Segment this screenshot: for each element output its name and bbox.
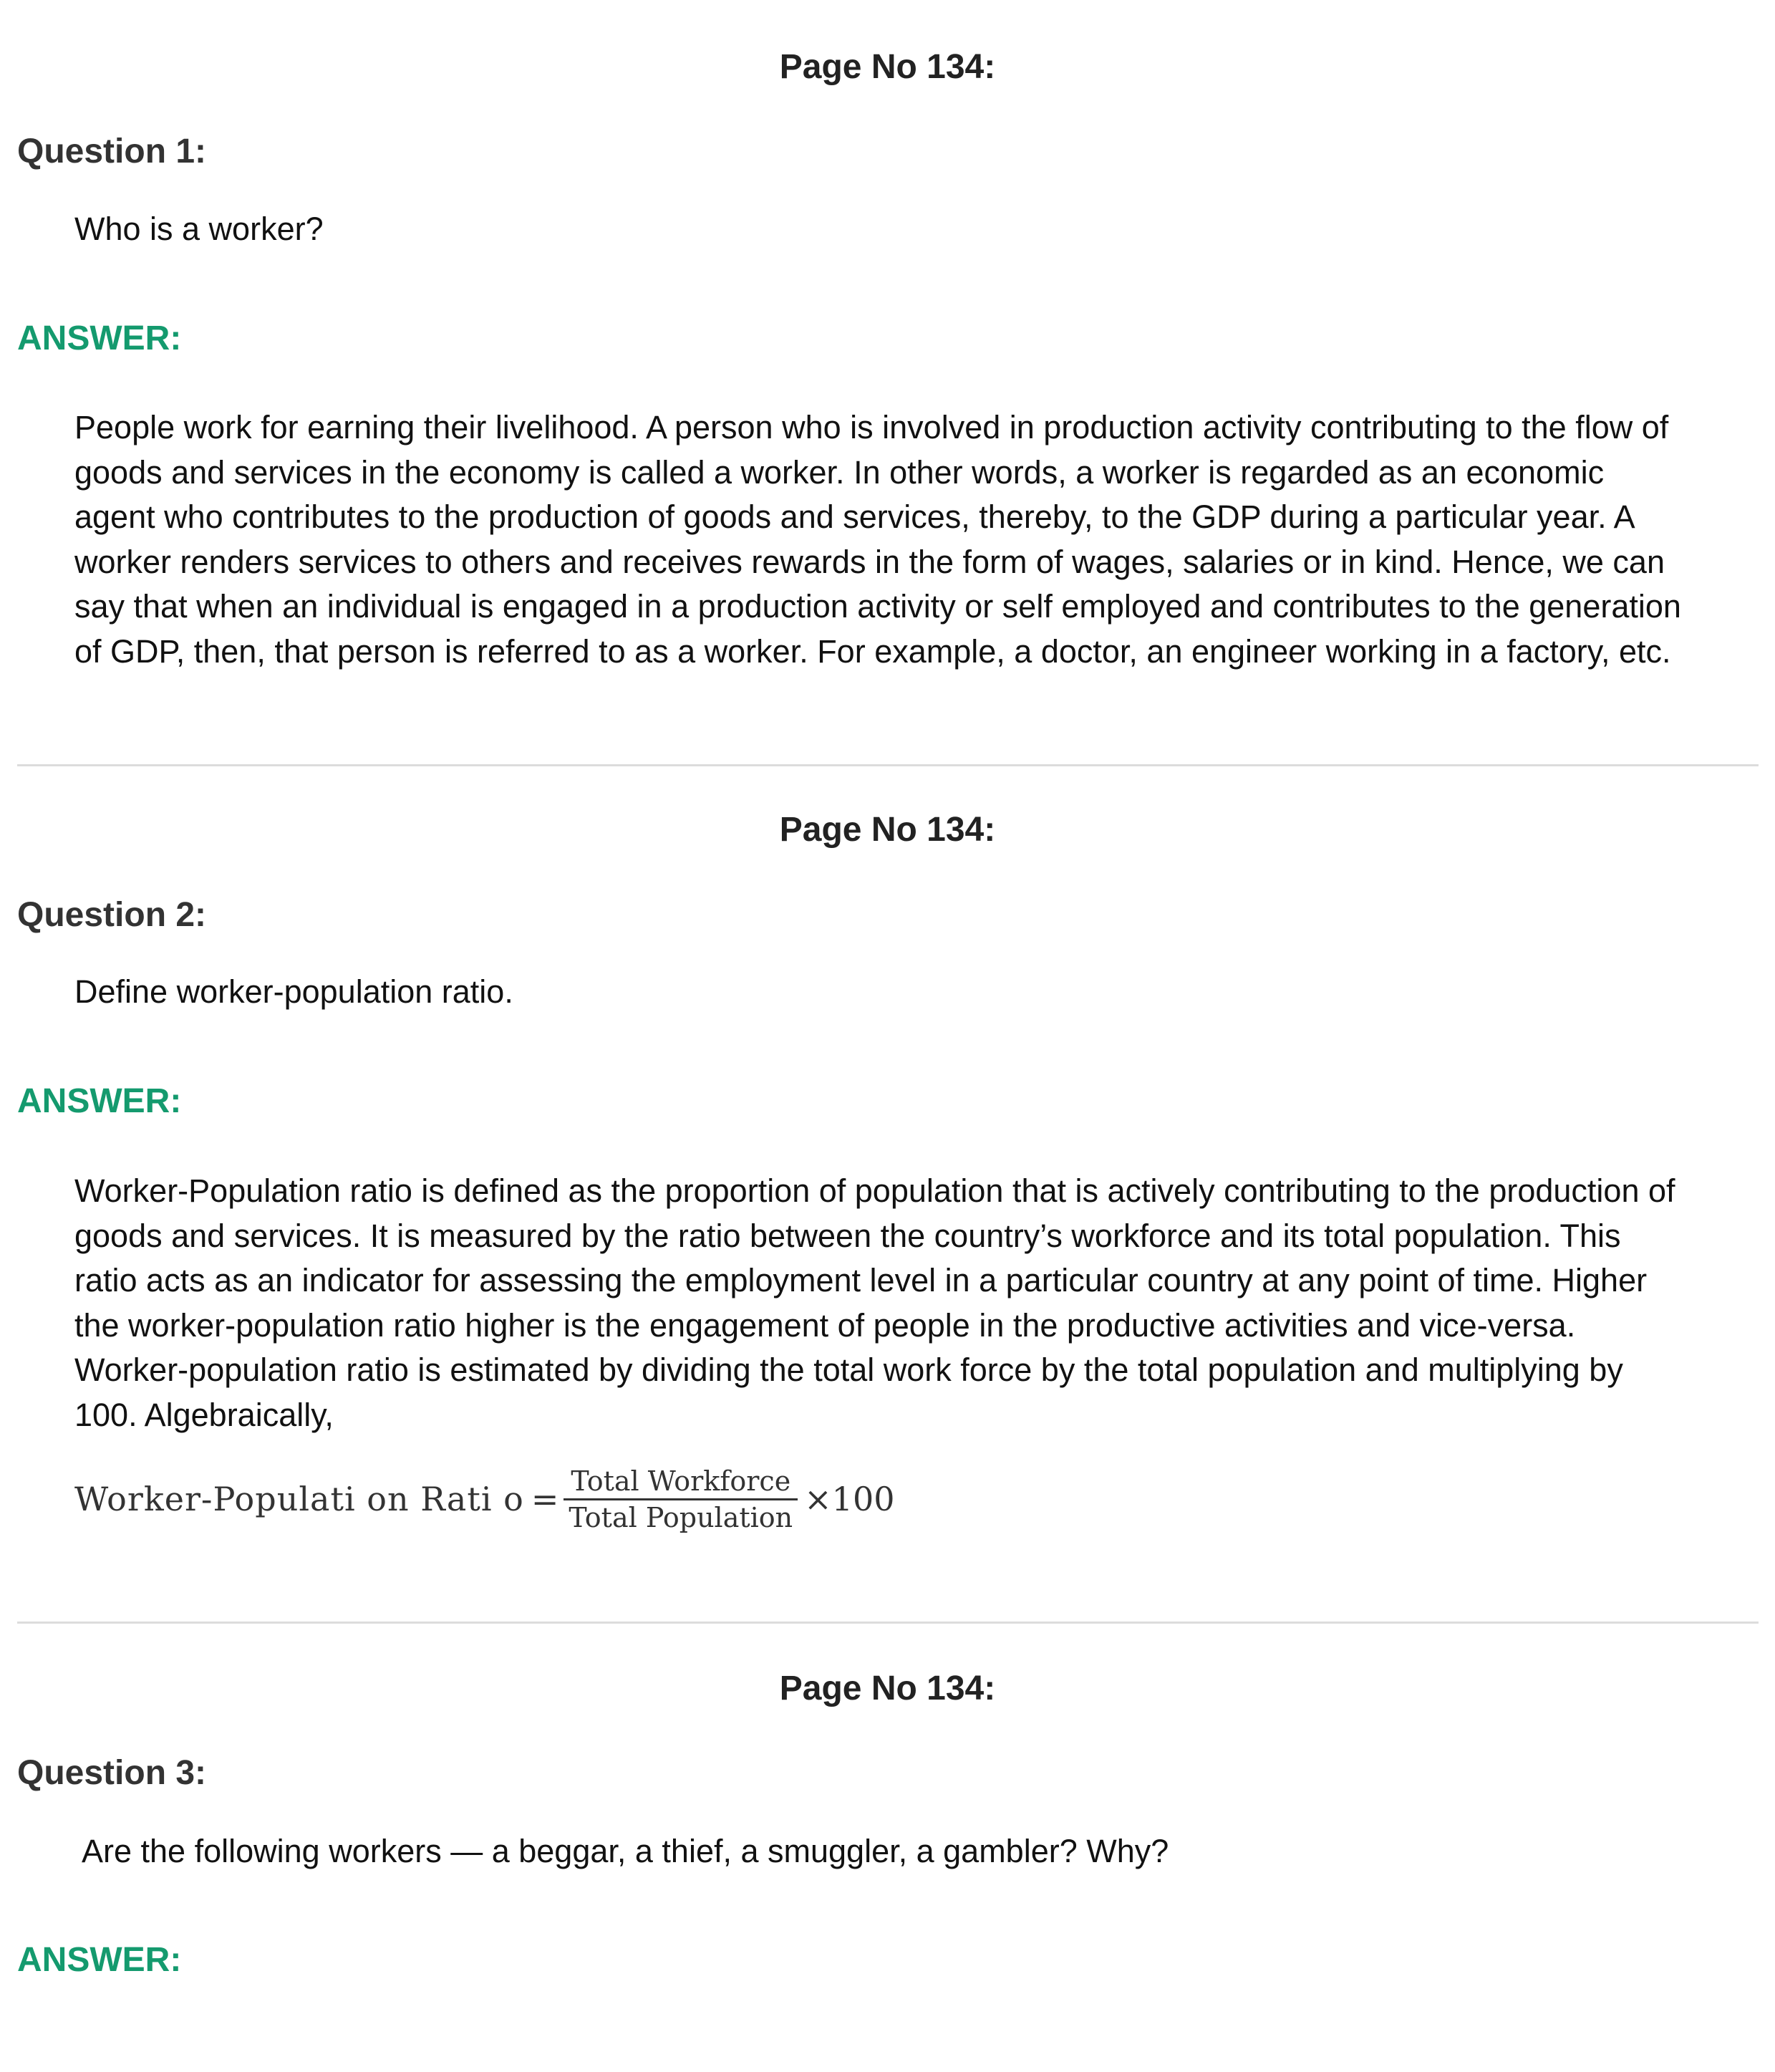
answer-line: agent who contributes to the production of goods and services, thereby, to the GDP during a particular year. A — [74, 498, 1635, 536]
question-heading: Question 1: — [17, 132, 207, 170]
answer-line: say that when an individual is engaged in a production activity or self employed and contributes to the generation — [74, 588, 1681, 625]
answer-line: of GDP, then, that person is referred to as a worker. For example, a doctor, an engineer working in a factory, etc. — [74, 632, 1671, 670]
page-title: Page No 134: — [779, 1669, 996, 1707]
answer-line: goods and services. It is measured by the ratio between the country’s workforce and its total population. This — [74, 1217, 1621, 1254]
answer-line: ratio acts as an indicator for assessing the employment level in a particular country at any point of time. Higher — [74, 1262, 1648, 1299]
answer-line: worker renders services to others and receives rewards in the form of wages, salaries or in kind. Hence, we can — [74, 543, 1665, 580]
question-text: Are the following workers — a beggar, a thief, a smuggler, a gambler? Why? — [82, 1833, 1169, 1869]
answer-heading: ANSWER: — [17, 1941, 182, 1979]
page-title: Page No 134: — [779, 48, 996, 86]
formula-fraction — [561, 1465, 800, 1533]
section-divider — [17, 764, 1759, 766]
answer-line: goods and services in the economy is called a worker. In other words, a worker is regarded as an economic — [74, 453, 1605, 491]
answer-body — [74, 405, 1764, 675]
section-divider — [17, 1622, 1759, 1624]
worker-population-ratio-formula — [74, 1460, 894, 1538]
answer-body — [74, 1169, 1764, 1438]
answer-line: the worker-population ratio higher is the engagement of people in the productive activities and vice-versa. — [74, 1306, 1576, 1344]
formula-denominator: Total Population — [569, 1501, 793, 1533]
page-title: Page No 134: — [779, 811, 996, 849]
formula-equals: = — [531, 1480, 559, 1518]
answer-line: Worker-Population ratio is defined as the proportion of population that is actively contributing to the production of — [74, 1172, 1675, 1209]
question-text: Who is a worker? — [74, 211, 324, 247]
answer-line: Worker-population ratio is estimated by dividing the total work force by the total population and multiplying by — [74, 1351, 1623, 1389]
answer-line: People work for earning their livelihood. A person who is involved in production activity contributing to the flow of — [74, 409, 1669, 445]
answer-line: 100. Algebraically, — [74, 1396, 334, 1433]
formula-numerator: Total Workforce — [564, 1465, 798, 1500]
question-text: Define worker-population ratio. — [74, 973, 513, 1010]
question-heading: Question 2: — [17, 896, 207, 934]
formula-multiplier: ×100 — [804, 1480, 895, 1518]
question-heading: Question 3: — [17, 1754, 207, 1792]
answer-heading: ANSWER: — [17, 1082, 182, 1120]
formula-lhs: Worker-Populati on Rati o — [74, 1480, 524, 1518]
answer-heading: ANSWER: — [17, 319, 182, 357]
